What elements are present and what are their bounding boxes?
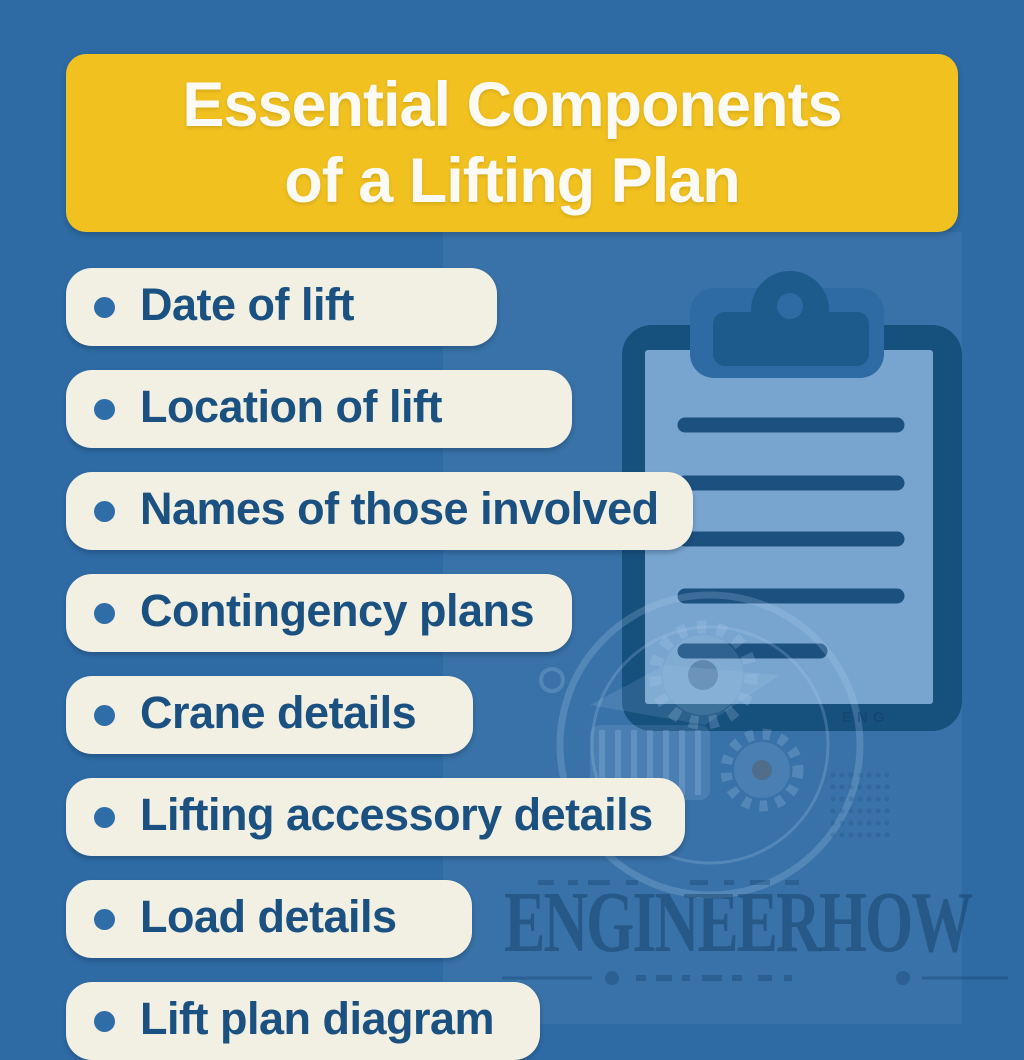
bullet-icon — [94, 807, 115, 828]
gear-icon — [726, 734, 798, 806]
list-item — [66, 472, 693, 550]
list-item-label: Lifting accessory details — [140, 789, 653, 840]
list-item — [66, 370, 572, 448]
title-banner — [66, 54, 958, 232]
list-item — [66, 676, 473, 754]
title-line-1: Essential Components — [182, 70, 842, 140]
title-line-2: of a Lifting Plan — [284, 146, 740, 216]
list-item-label: Contingency plans — [140, 585, 535, 636]
bullet-icon — [94, 501, 115, 522]
list-item — [66, 982, 540, 1060]
bullet-icon — [94, 399, 115, 420]
list-item-label: Crane details — [140, 687, 417, 738]
list-item-label: Date of lift — [140, 279, 354, 330]
bullet-icon — [94, 297, 115, 318]
bullet-icon — [94, 1011, 115, 1032]
list-item-label: Load details — [140, 891, 397, 942]
bullet-icon — [94, 705, 115, 726]
dot-grid — [831, 773, 890, 838]
list-item-label: Names of those involved — [140, 483, 659, 534]
component-list — [66, 268, 693, 1060]
list-item — [66, 880, 472, 958]
bullet-icon — [94, 909, 115, 930]
list-item — [66, 574, 572, 652]
clipboard-knob-hole — [777, 293, 803, 319]
list-item — [66, 268, 497, 346]
clipboard-clip — [713, 312, 869, 366]
list-item-label: Lift plan diagram — [140, 993, 495, 1044]
watermark-eng-label: ENG — [842, 709, 890, 726]
bullet-icon — [94, 603, 115, 624]
list-item — [66, 778, 685, 856]
list-item-label: Location of lift — [140, 381, 442, 432]
watermark-brand: ENGINEERHOW — [504, 875, 972, 971]
